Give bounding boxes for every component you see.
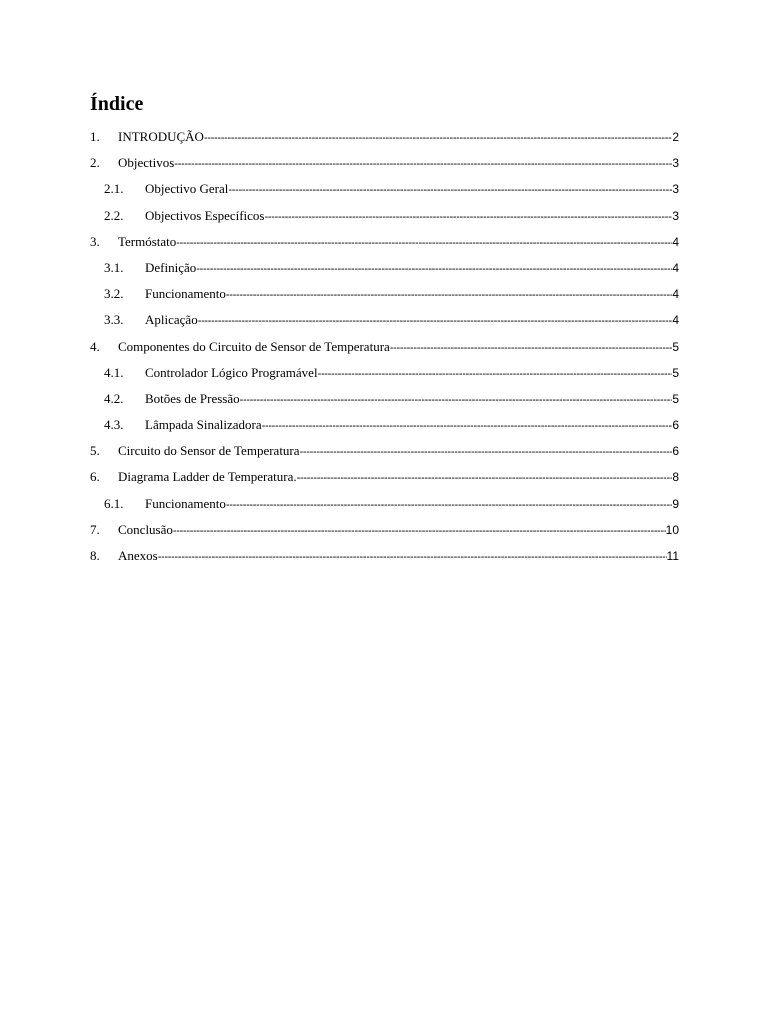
toc-entry[interactable]: [90, 543, 679, 569]
toc-dot-leader: [226, 282, 672, 307]
toc-entry-page-number: 5: [672, 339, 679, 354]
toc-entry[interactable]: [90, 360, 679, 386]
toc-entry-line: [145, 386, 679, 412]
toc-entry-number: 3.3.: [104, 312, 124, 328]
toc-entry-number: 3.1.: [104, 259, 124, 275]
toc-entry-number: 6.1.: [104, 495, 124, 511]
toc-dot-leader: [158, 544, 667, 569]
toc-entry-line: [145, 360, 679, 386]
toc-entry-number: 4.3.: [104, 417, 124, 433]
toc-entry[interactable]: [90, 334, 679, 360]
toc-dot-leader: [300, 439, 673, 464]
toc-entry-line: [118, 543, 679, 569]
toc-entry-label: INTRODUÇÃO: [118, 129, 204, 144]
toc-dot-leader: [228, 177, 672, 202]
toc-entry-number: 2.2.: [104, 207, 124, 223]
toc-dot-leader: [297, 465, 673, 490]
toc-entry-number: 7.: [90, 521, 100, 537]
toc-entry[interactable]: [90, 255, 679, 281]
toc-entry-page-number: 10: [665, 522, 679, 537]
toc-entry-page-number: 5: [672, 365, 679, 380]
toc-entry-line: [118, 438, 679, 464]
toc-entry-line: [118, 150, 679, 176]
toc-entry-line: [145, 281, 679, 307]
toc-entry-number: 4.: [90, 338, 100, 354]
toc-entry-line: [145, 203, 679, 229]
toc-entry-page-number: 5: [672, 391, 679, 406]
toc-entry-label: Objectivo Geral: [145, 181, 229, 197]
toc-entry-label: Objectivos Específicos: [145, 207, 265, 223]
toc-entry-label: Objectivos: [118, 155, 175, 171]
toc-entry-label: Componentes do Circuito de Sensor de Temperatura: [118, 338, 390, 354]
toc-dot-leader: [262, 413, 673, 438]
toc-entry-label: Controlador Lógico Programável: [145, 364, 318, 380]
toc-entry-page-number: 4: [672, 313, 679, 328]
toc-entry-page-number: 2: [672, 130, 679, 144]
toc-entry[interactable]: [90, 124, 679, 150]
toc-entry[interactable]: [90, 150, 679, 176]
toc-entry-number: 4.1.: [104, 364, 124, 380]
toc-entry[interactable]: [90, 464, 679, 490]
toc-entry-page-number: 6: [672, 418, 679, 433]
toc-dot-leader: [174, 151, 672, 176]
toc-entry-line: [118, 517, 679, 543]
toc-entry-label: Lâmpada Sinalizadora: [145, 417, 262, 433]
toc-entry-page-number: 3: [672, 208, 679, 223]
toc-entry-number: 2.1.: [104, 181, 124, 197]
toc-entry-line: [145, 307, 679, 333]
toc-entry-page-number: 6: [672, 444, 679, 459]
toc-entry[interactable]: [90, 281, 679, 307]
toc-entry[interactable]: [90, 438, 679, 464]
toc-title: Índice: [90, 93, 144, 115]
toc-entry-line: [145, 255, 679, 281]
toc-entry-page-number: 3: [672, 156, 679, 171]
toc-entry-line: [118, 124, 679, 150]
toc-entry[interactable]: [90, 229, 679, 255]
toc-entry-label: Aplicação: [145, 312, 198, 328]
toc-entry-page-number: 9: [672, 496, 679, 511]
toc-entry-number: 6.: [90, 469, 100, 485]
toc-entry[interactable]: [90, 176, 679, 202]
toc-entry-label: Conclusão: [118, 521, 173, 537]
table-of-contents: [90, 124, 679, 569]
toc-entry-label: Botões de Pressão: [145, 390, 240, 406]
toc-dot-leader: [198, 308, 673, 333]
toc-entry[interactable]: [90, 386, 679, 412]
toc-entry-number: 2.: [90, 155, 100, 171]
toc-entry-line: [118, 464, 679, 490]
toc-dot-leader: [196, 256, 672, 281]
toc-entry-page-number: 4: [672, 287, 679, 302]
toc-entry-number: 8.: [90, 548, 100, 563]
toc-dot-leader: [390, 335, 673, 360]
toc-dot-leader: [226, 492, 672, 517]
toc-entry-line: [145, 491, 679, 517]
toc-entry-number: 3.2.: [104, 286, 124, 302]
toc-entry-number: 4.2.: [104, 390, 124, 406]
toc-entry[interactable]: [90, 517, 679, 543]
toc-entry-page-number: 4: [672, 234, 679, 249]
toc-entry-line: [145, 176, 679, 202]
toc-entry-label: Funcionamento: [145, 286, 226, 302]
toc-entry-page-number: 3: [672, 182, 679, 197]
toc-entry-page-number: 11: [666, 549, 679, 563]
toc-entry-label: Diagrama Ladder de Temperatura.: [118, 469, 297, 485]
toc-entry-page-number: 8: [672, 470, 679, 485]
toc-dot-leader: [176, 230, 672, 255]
toc-entry[interactable]: [90, 491, 679, 517]
toc-entry-line: [145, 412, 679, 438]
toc-entry-number: 3.: [90, 233, 100, 249]
toc-entry-line: [118, 229, 679, 255]
toc-dot-leader: [204, 125, 672, 150]
toc-dot-leader: [240, 387, 673, 412]
toc-entry-label: Definição: [145, 259, 197, 275]
toc-dot-leader: [173, 518, 666, 543]
toc-entry-number: 1.: [90, 129, 100, 144]
toc-entry-label: Funcionamento: [145, 495, 226, 511]
toc-entry-label: Termóstato: [118, 233, 177, 249]
toc-entry[interactable]: [90, 412, 679, 438]
toc-entry-label: Anexos: [118, 548, 158, 563]
toc-entry[interactable]: [90, 203, 679, 229]
toc-dot-leader: [318, 361, 673, 386]
toc-entry-line: [118, 334, 679, 360]
toc-entry[interactable]: [90, 307, 679, 333]
toc-entry-number: 5.: [90, 443, 100, 459]
toc-entry-label: Circuito do Sensor de Temperatura: [118, 443, 300, 459]
toc-dot-leader: [265, 204, 673, 229]
toc-entry-page-number: 4: [672, 260, 679, 275]
